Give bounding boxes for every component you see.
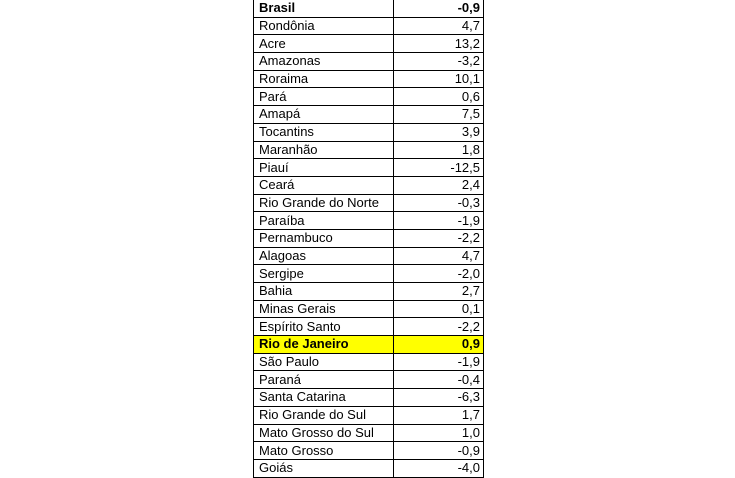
state-name-cell[interactable]: Espírito Santo bbox=[254, 318, 394, 336]
state-name-cell[interactable]: Minas Gerais bbox=[254, 300, 394, 318]
table-row bbox=[254, 212, 484, 230]
state-value-cell[interactable]: 1,0 bbox=[394, 424, 484, 442]
table-row bbox=[254, 53, 484, 71]
state-value-cell[interactable]: -1,9 bbox=[394, 353, 484, 371]
state-name-cell[interactable]: Santa Catarina bbox=[254, 389, 394, 407]
state-name-cell[interactable]: São Paulo bbox=[254, 353, 394, 371]
table-row bbox=[254, 424, 484, 442]
table-row bbox=[254, 283, 484, 301]
states-data-table bbox=[253, 0, 484, 478]
table-row bbox=[254, 176, 484, 194]
state-value-cell[interactable]: 2,7 bbox=[394, 283, 484, 301]
table-row bbox=[254, 336, 484, 354]
table-row bbox=[254, 300, 484, 318]
state-value-cell[interactable]: 13,2 bbox=[394, 35, 484, 53]
state-value-cell[interactable]: -2,2 bbox=[394, 318, 484, 336]
state-value-cell[interactable]: 0,6 bbox=[394, 88, 484, 106]
state-value-cell[interactable]: 0,9 bbox=[394, 336, 484, 354]
state-value-cell[interactable]: 0,1 bbox=[394, 300, 484, 318]
table-row bbox=[254, 265, 484, 283]
state-value-cell[interactable]: -2,2 bbox=[394, 229, 484, 247]
state-value-cell[interactable]: 2,4 bbox=[394, 176, 484, 194]
state-name-cell[interactable]: Mato Grosso bbox=[254, 442, 394, 460]
table-row bbox=[254, 194, 484, 212]
state-name-cell[interactable]: Rio de Janeiro bbox=[254, 336, 394, 354]
state-name-cell[interactable]: Amapá bbox=[254, 106, 394, 124]
state-value-cell[interactable]: 1,7 bbox=[394, 406, 484, 424]
state-name-cell[interactable]: Maranhão bbox=[254, 141, 394, 159]
state-name-cell[interactable]: Rondônia bbox=[254, 17, 394, 35]
state-value-cell[interactable]: -0,9 bbox=[394, 0, 484, 17]
state-value-cell[interactable]: -3,2 bbox=[394, 53, 484, 71]
table-row bbox=[254, 406, 484, 424]
state-name-cell[interactable]: Pará bbox=[254, 88, 394, 106]
table-row bbox=[254, 123, 484, 141]
state-value-cell[interactable]: 4,7 bbox=[394, 247, 484, 265]
state-value-cell[interactable]: 7,5 bbox=[394, 106, 484, 124]
table-body bbox=[254, 0, 484, 477]
table-row bbox=[254, 17, 484, 35]
state-name-cell[interactable]: Bahia bbox=[254, 283, 394, 301]
table-row bbox=[254, 0, 484, 17]
table-row bbox=[254, 70, 484, 88]
state-value-cell[interactable]: 1,8 bbox=[394, 141, 484, 159]
state-name-cell[interactable]: Brasil bbox=[254, 0, 394, 17]
table-row bbox=[254, 229, 484, 247]
state-value-cell[interactable]: 3,9 bbox=[394, 123, 484, 141]
state-value-cell[interactable]: -0,3 bbox=[394, 194, 484, 212]
table-row bbox=[254, 371, 484, 389]
state-value-cell[interactable]: -12,5 bbox=[394, 159, 484, 177]
state-name-cell[interactable]: Mato Grosso do Sul bbox=[254, 424, 394, 442]
table-row bbox=[254, 353, 484, 371]
table-row bbox=[254, 459, 484, 477]
state-value-cell[interactable]: -2,0 bbox=[394, 265, 484, 283]
state-name-cell[interactable]: Pernambuco bbox=[254, 229, 394, 247]
state-value-cell[interactable]: 4,7 bbox=[394, 17, 484, 35]
table-row bbox=[254, 159, 484, 177]
state-value-cell[interactable]: -0,4 bbox=[394, 371, 484, 389]
state-name-cell[interactable]: Tocantins bbox=[254, 123, 394, 141]
state-value-cell[interactable]: -6,3 bbox=[394, 389, 484, 407]
state-value-cell[interactable]: -4,0 bbox=[394, 459, 484, 477]
state-name-cell[interactable]: Alagoas bbox=[254, 247, 394, 265]
table-row bbox=[254, 247, 484, 265]
table-row bbox=[254, 35, 484, 53]
table-row bbox=[254, 318, 484, 336]
state-value-cell[interactable]: -0,9 bbox=[394, 442, 484, 460]
state-name-cell[interactable]: Goiás bbox=[254, 459, 394, 477]
state-name-cell[interactable]: Paraná bbox=[254, 371, 394, 389]
table-row bbox=[254, 141, 484, 159]
state-name-cell[interactable]: Rio Grande do Norte bbox=[254, 194, 394, 212]
state-name-cell[interactable]: Roraima bbox=[254, 70, 394, 88]
state-name-cell[interactable]: Ceará bbox=[254, 176, 394, 194]
state-name-cell[interactable]: Rio Grande do Sul bbox=[254, 406, 394, 424]
table-row bbox=[254, 88, 484, 106]
state-name-cell[interactable]: Piauí bbox=[254, 159, 394, 177]
table-row bbox=[254, 389, 484, 407]
state-name-cell[interactable]: Acre bbox=[254, 35, 394, 53]
state-name-cell[interactable]: Paraíba bbox=[254, 212, 394, 230]
table-row bbox=[254, 106, 484, 124]
table-row bbox=[254, 442, 484, 460]
state-value-cell[interactable]: 10,1 bbox=[394, 70, 484, 88]
state-name-cell[interactable]: Amazonas bbox=[254, 53, 394, 71]
state-name-cell[interactable]: Sergipe bbox=[254, 265, 394, 283]
state-value-cell[interactable]: -1,9 bbox=[394, 212, 484, 230]
